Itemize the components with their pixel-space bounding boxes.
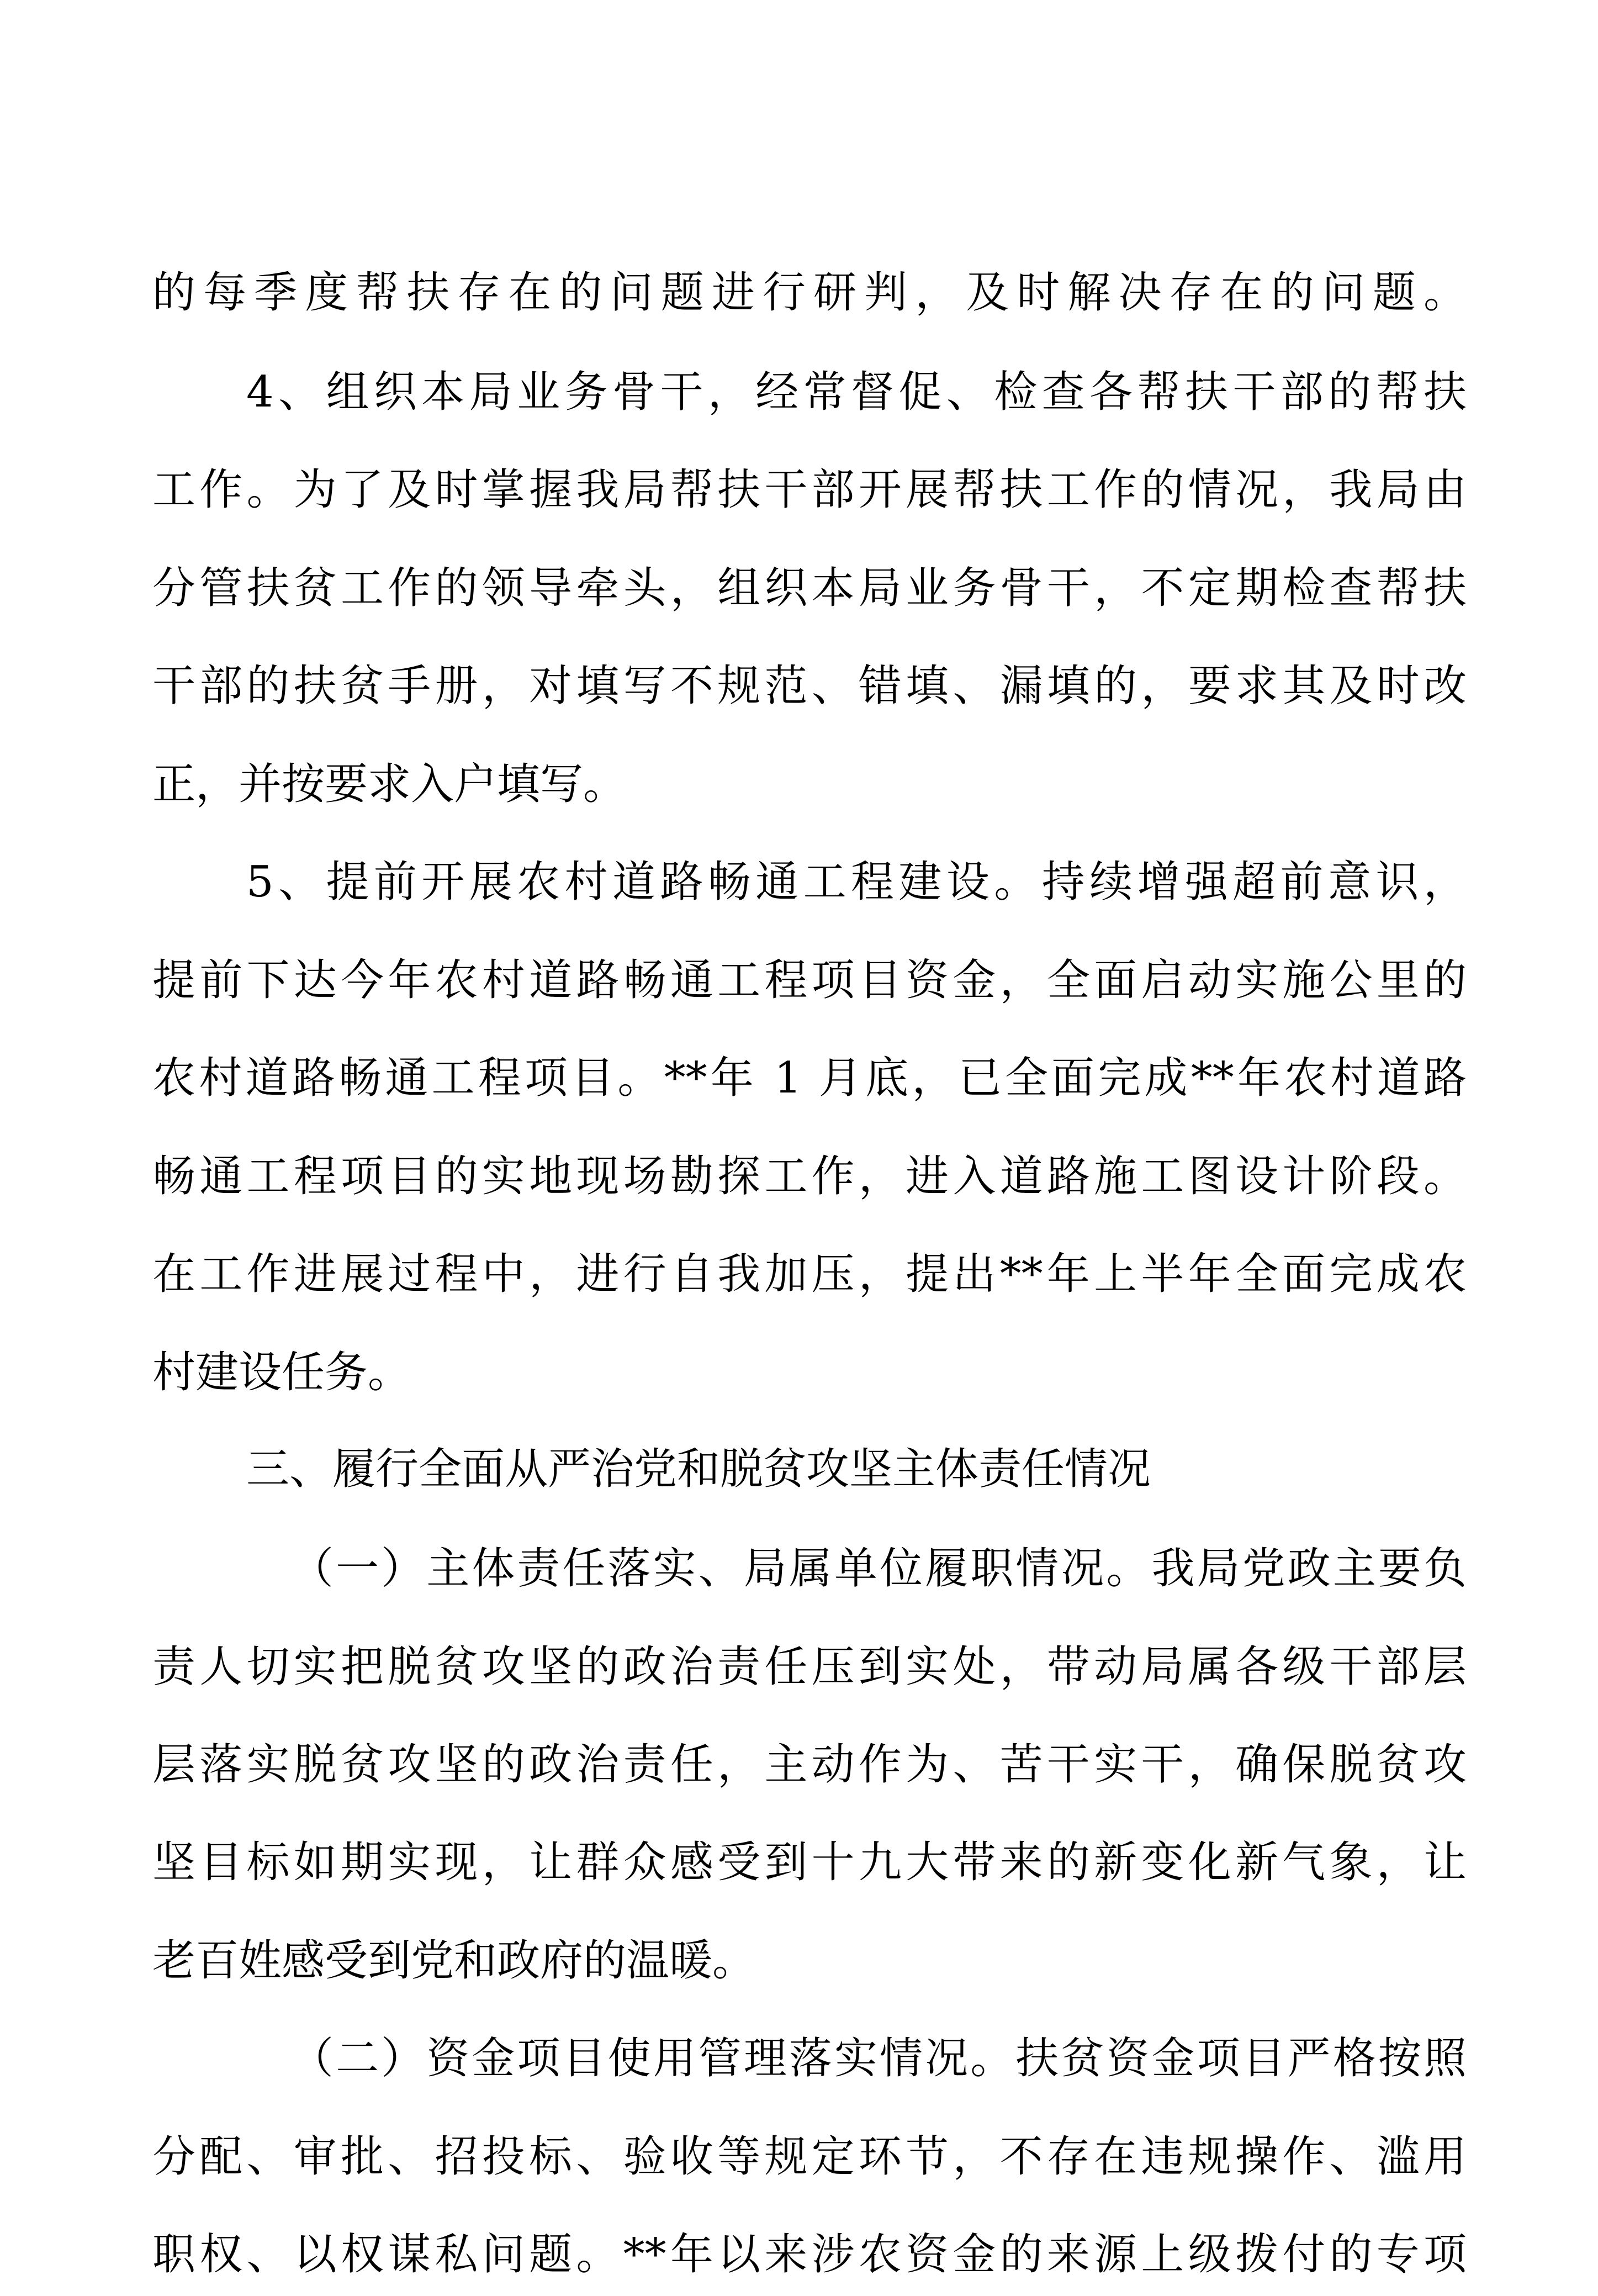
text-line: 分管扶贫工作的领导牵头，组织本局业务骨干，不定期检查帮扶 [152,563,1467,613]
text-line: 分配、审批、招投标、验收等规定环节，不存在违规操作、滥用 [152,2132,1467,2182]
text-line: 4、组织本局业务骨干，经常督促、检查各帮扶干部的帮扶 [246,367,1467,417]
text-line: 层落实脱贫攻坚的政治责任，主动作为、苦干实干，确保脱贫攻 [152,1740,1467,1790]
text-line: 工作。为了及时掌握我局帮扶干部开展帮扶工作的情况，我局由 [152,465,1467,515]
text-line: 干部的扶贫手册，对填写不规范、错填、漏填的，要求其及时改 [152,661,1467,711]
text-line: 村建设任务。 [152,1348,411,1397]
text-line: 5、提前开展农村道路畅通工程建设。持续增强超前意识， [246,857,1467,907]
text-line: 老百姓感受到党和政府的温暖。 [152,1936,756,1986]
text-line: 农村道路畅通工程项目。**年 1 月底，已全面完成**年农村道路 [152,1053,1467,1103]
text-line: （二）资金项目使用管理落实情况。扶贫资金项目严格按照 [290,2034,1467,2083]
text-line: 正，并按要求入户填写。 [152,759,627,809]
text-line: 职权、以权谋私问题。**年以来涉农资金的来源上级拨付的专项 [152,2230,1467,2279]
text-line: 畅通工程项目的实地现场勘探工作，进入道路施工图设计阶段。 [152,1152,1467,1201]
text-line: （一）主体责任落实、局属单位履职情况。我局党政主要负 [290,1544,1467,1593]
text-line: 在工作进展过程中，进行自我加压，提出**年上半年全面完成农 [152,1249,1467,1299]
text-line: 坚目标如期实现，让群众感受到十九大带来的新变化新气象，让 [152,1838,1467,1887]
text-line: 的每季度帮扶存在的问题进行研判，及时解决存在的问题。 [152,268,1467,318]
section-heading: 三、履行全面从严治党和脱贫攻坚主体责任情况 [246,1444,1151,1494]
text-line: 责人切实把脱贫攻坚的政治责任压到实处，带动局属各级干部层 [152,1642,1467,1692]
text-line: 提前下达今年农村道路畅通工程项目资金，全面启动实施公里的 [152,956,1467,1005]
